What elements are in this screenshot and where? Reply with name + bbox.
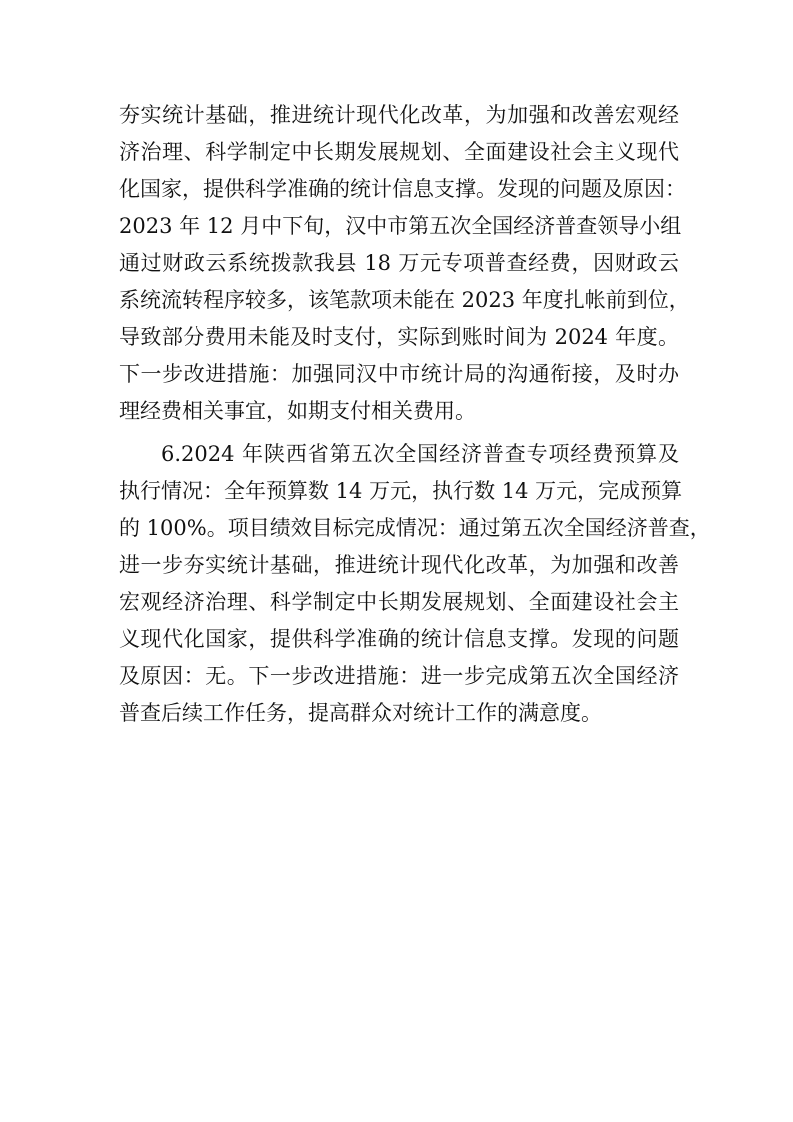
paragraph-line: 义现代化国家，提供科学准确的统计信息支撑。发现的问题 bbox=[119, 627, 679, 651]
paragraph-line: 济治理、科学制定中长期发展规划、全面建设社会主义现代 bbox=[119, 140, 679, 164]
paragraph-line: 理经费相关事宜，如期支付相关费用。 bbox=[119, 399, 476, 423]
paragraph-line: 普查后续工作任务，提高群众对统计工作的满意度。 bbox=[119, 701, 602, 725]
paragraph-line: 夯实统计基础，推进统计现代化改革，为加强和改善宏观经 bbox=[119, 103, 679, 127]
paragraph-line: 导致部分费用未能及时支付，实际到账时间为 2024 年度。 bbox=[119, 325, 679, 349]
paragraph-line: 通过财政云系统拨款我县 18 万元专项普查经费，因财政云 bbox=[119, 251, 679, 275]
paragraph-line: 化国家，提供科学准确的统计信息支撑。发现的问题及原因： bbox=[119, 177, 686, 201]
paragraph-line: 的 100%。项目绩效目标完成情况：通过第五次全国经济普查， bbox=[119, 516, 711, 540]
paragraph-line: 2023 年 12 月中下旬，汉中市第五次全国经济普查领导小组 bbox=[119, 214, 682, 238]
paragraph-line: 6.2024 年陕西省第五次全国经济普查专项经费预算及 bbox=[161, 442, 679, 466]
paragraph-line: 及原因：无。下一步改进措施：进一步完成第五次全国经济 bbox=[119, 664, 679, 688]
paragraph-line: 进一步夯实统计基础，推进统计现代化改革，为加强和改善 bbox=[119, 553, 679, 577]
paragraph-line: 下一步改进措施：加强同汉中市统计局的沟通衔接，及时办 bbox=[119, 362, 679, 386]
paragraph-line: 系统流转程序较多，该笔款项未能在 2023 年度扎帐前到位， bbox=[119, 288, 690, 312]
paragraph-line: 执行情况：全年预算数 14 万元，执行数 14 万元，完成预算 bbox=[119, 479, 683, 503]
paragraph-line: 宏观经济治理、科学制定中长期发展规划、全面建设社会主 bbox=[119, 590, 679, 614]
